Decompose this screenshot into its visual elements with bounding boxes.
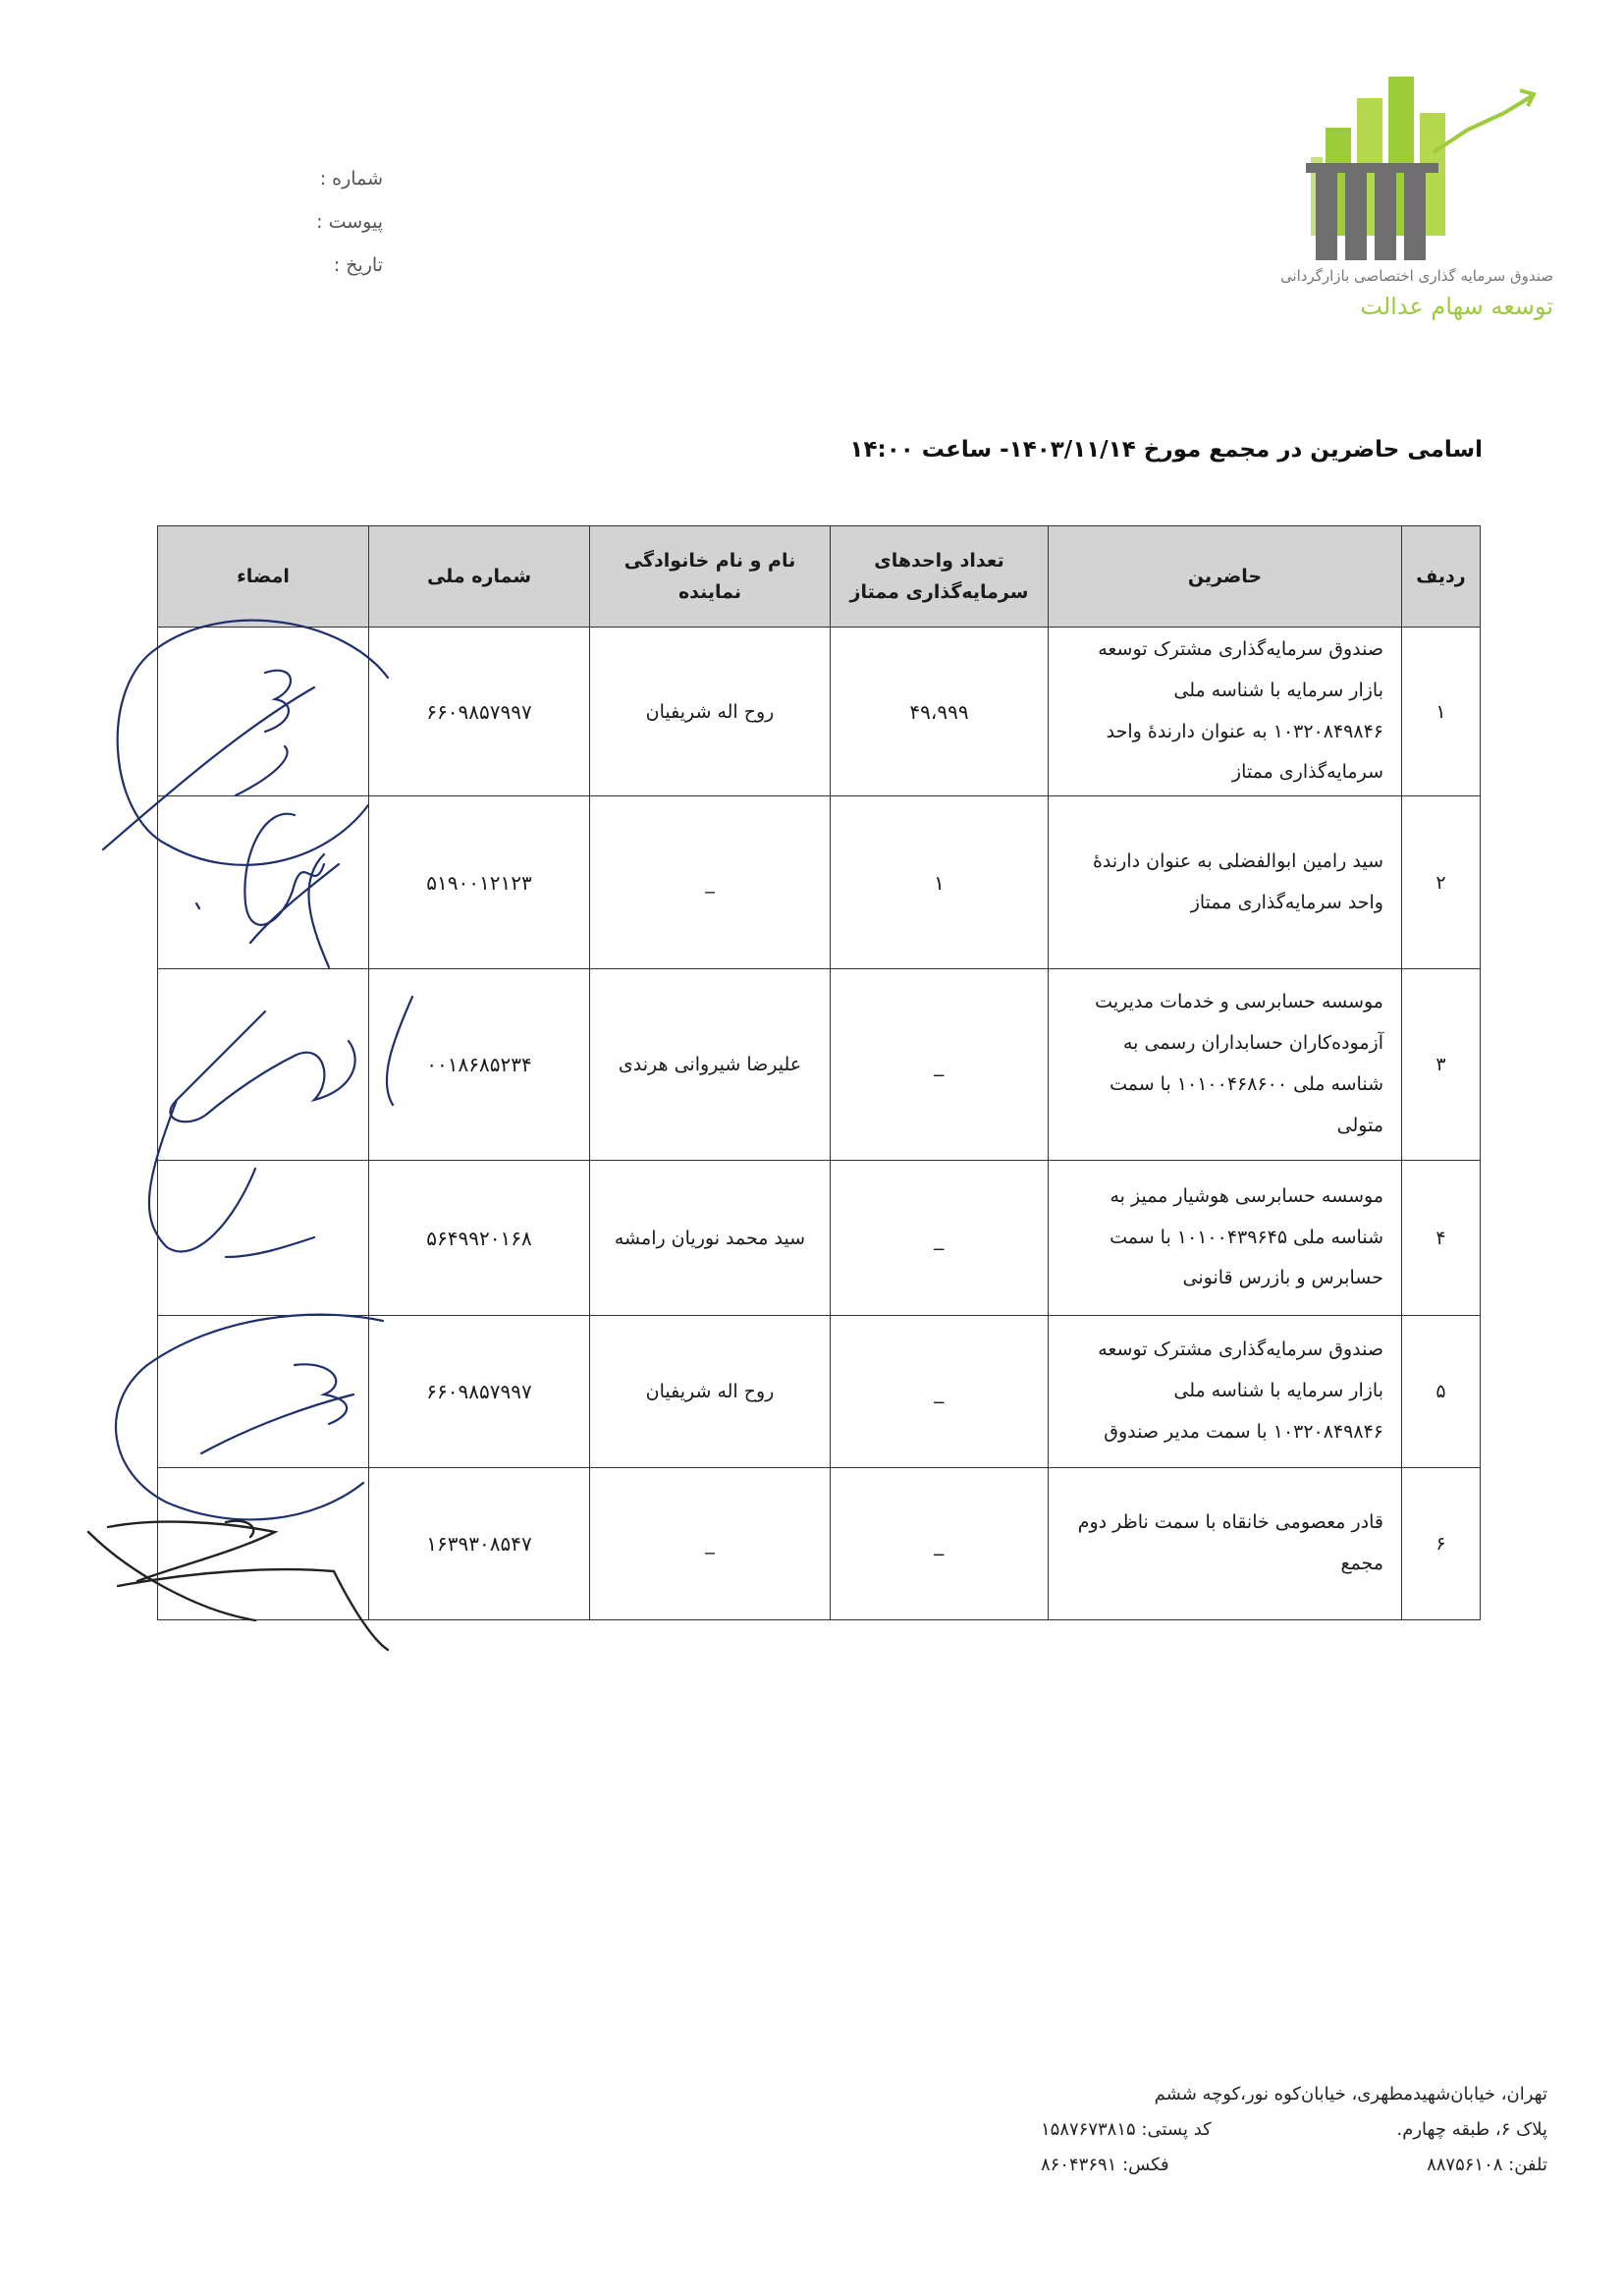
row-number: ۲ xyxy=(1402,796,1481,969)
row-number: ۶ xyxy=(1402,1468,1481,1620)
representative-name: _ xyxy=(590,796,831,969)
row-number: ۳ xyxy=(1402,969,1481,1161)
table-row xyxy=(158,969,1481,1161)
signature-cell xyxy=(158,1316,369,1468)
attachment-label: پیوست : xyxy=(316,211,383,233)
header-signature: امضاء xyxy=(158,526,369,628)
footer-fax: فکس: ۸۶۰۴۳۶۹۱ xyxy=(1041,2155,1169,2175)
representative-name: سید محمد نوریان رامشه xyxy=(590,1161,831,1316)
footer-contact xyxy=(1041,2077,1547,2183)
representative-name: _ xyxy=(590,1468,831,1620)
logo-brand-name: توسعه سهام عدالت xyxy=(1360,293,1553,320)
footer-phone: تلفن: ۸۸۷۵۶۱۰۸ xyxy=(1427,2155,1547,2175)
row-number: ۱ xyxy=(1402,628,1481,796)
row-number: ۴ xyxy=(1402,1161,1481,1316)
national-id: ۵۶۴۹۹۲۰۱۶۸ xyxy=(369,1161,590,1316)
footer-address: تهران، خیابان‌شهید‌مطهری، خیابان‌کوه نور،کوچه ششم xyxy=(1154,2084,1547,2105)
table-row xyxy=(158,796,1481,969)
national-id: ۰۰۱۸۶۸۵۲۳۴ xyxy=(369,969,590,1161)
table-row xyxy=(158,628,1481,796)
logo-arrow-icon xyxy=(1434,96,1532,152)
units-count: _ xyxy=(831,969,1049,1161)
signature-cell xyxy=(158,1161,369,1316)
attendee-name: سید رامین ابوالفضلی به عنوان دارندۀ واحد سرمایه‌گذاری ممتاز xyxy=(1049,796,1402,969)
table-row xyxy=(158,1468,1481,1620)
date-label: تاریخ : xyxy=(333,254,383,276)
units-count: _ xyxy=(831,1316,1049,1468)
signature-cell xyxy=(158,796,369,969)
national-id: ۵۱۹۰۰۱۲۱۲۳ xyxy=(369,796,590,969)
table-row xyxy=(158,1161,1481,1316)
header-attendees: حاضرین xyxy=(1049,526,1402,628)
signature-cell xyxy=(158,969,369,1161)
header-units: تعداد واحدهای سرمایه‌گذاری ممتاز xyxy=(831,526,1049,628)
footer-postal-code: کد پستی: ۱۵۸۷۶۷۳۸۱۵ xyxy=(1041,2119,1212,2140)
national-id: ۶۶۰۹۸۵۷۹۹۷ xyxy=(369,628,590,796)
header-row-number: ردیف xyxy=(1402,526,1481,628)
table-row xyxy=(158,1316,1481,1468)
attendee-name: قادر معصومی خانقاه با سمت ناظر دوم مجمع xyxy=(1049,1468,1402,1620)
attendee-name: موسسه حسابرسی هوشیار ممیز به شناسه ملی ۱۰۱۰۰۴۳۹۶۴۵ با سمت حسابرس و بازرس قانونی xyxy=(1049,1161,1402,1316)
number-label: شماره : xyxy=(319,168,383,190)
signature-cell xyxy=(158,1468,369,1620)
header-representative: نام و نام خانوادگی نماینده xyxy=(590,526,831,628)
representative-name: روح اله شریفیان xyxy=(590,1316,831,1468)
representative-name: علیرضا شیروانی هرندی xyxy=(590,969,831,1161)
signature-cell xyxy=(158,628,369,796)
units-count: ۱ xyxy=(831,796,1049,969)
national-id: ۱۶۳۹۳۰۸۵۴۷ xyxy=(369,1468,590,1620)
table-header-row xyxy=(158,526,1481,628)
national-id: ۶۶۰۹۸۵۷۹۹۷ xyxy=(369,1316,590,1468)
attendee-name: موسسه حسابرسی و خدمات مدیریت آزموده‌کاران حسابداران رسمی به شناسه ملی ۱۰۱۰۰۴۶۸۶۰۰ با سمت متولی xyxy=(1049,969,1402,1161)
row-number: ۵ xyxy=(1402,1316,1481,1468)
units-count: _ xyxy=(831,1468,1049,1620)
units-count: ۴۹،۹۹۹ xyxy=(831,628,1049,796)
document-meta-fields xyxy=(275,157,383,287)
footer-address-line2: پلاک ۶، طبقه چهارم. xyxy=(1396,2119,1547,2140)
logo-fund-name: صندوق سرمایه گذاری اختصاصی بازارگردانی xyxy=(1279,267,1553,285)
representative-name: روح اله شریفیان xyxy=(590,628,831,796)
attendee-name: صندوق سرمایه‌گذاری مشترک توسعه بازار سرمایه با شناسه ملی ۱۰۳۲۰۸۴۹۸۴۶ به عنوان دارندۀ واحد سرمایه‌گذاری ممتاز xyxy=(1049,628,1402,796)
document-title: اسامی حاضرین در مجمع مورخ ۱۴۰۳/۱۱/۱۴- ساعت ۱۴:۰۰ xyxy=(849,437,1483,463)
header-national-id: شماره ملی xyxy=(369,526,590,628)
attendee-name: صندوق سرمایه‌گذاری مشترک توسعه بازار سرمایه با شناسه ملی ۱۰۳۲۰۸۴۹۸۴۶ با سمت مدیر صندوق xyxy=(1049,1316,1402,1468)
units-count: _ xyxy=(831,1161,1049,1316)
attendees-table xyxy=(157,525,1481,1620)
